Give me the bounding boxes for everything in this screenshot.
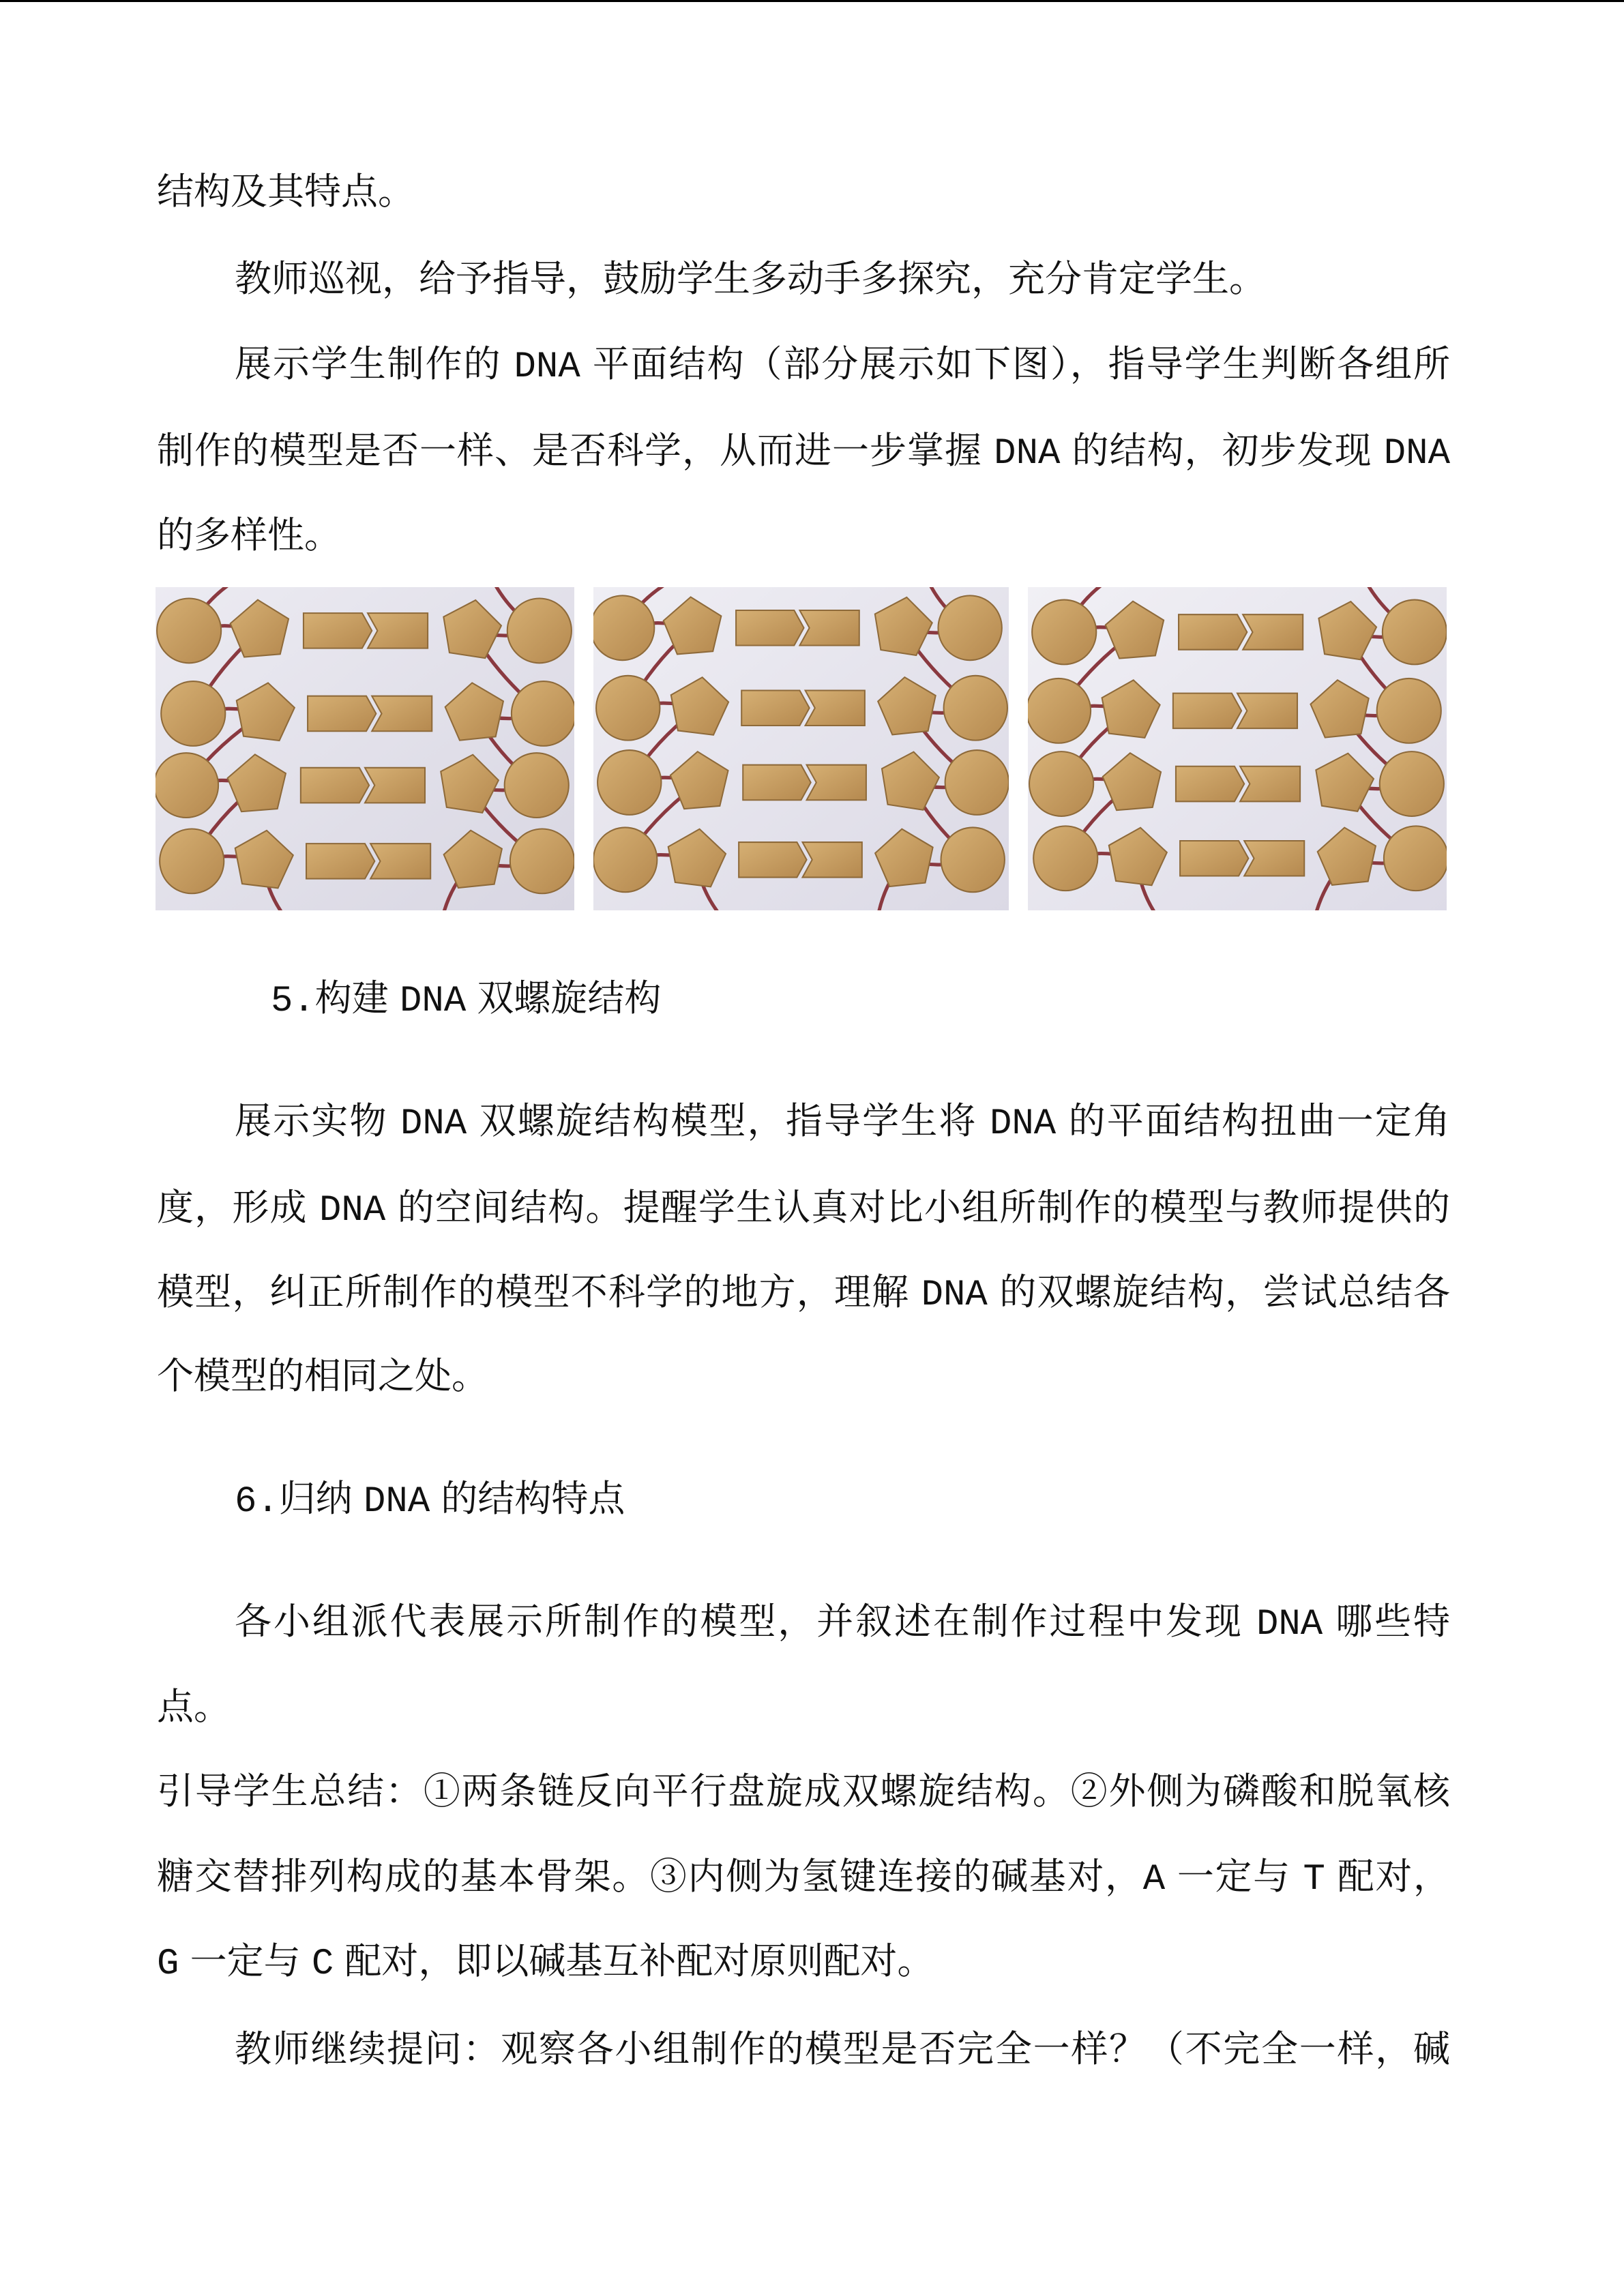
phosphate-circle	[161, 681, 225, 746]
body-text-line: 制作的模型是否一样、是否科学，从而进一步掌握 DNA 的结构，初步发现 DNA	[157, 433, 1450, 475]
base-block	[799, 610, 859, 646]
base-block	[304, 613, 372, 648]
phosphate-circle	[1384, 826, 1447, 891]
phosphate-circle	[1383, 600, 1447, 665]
body-text-line: 引导学生总结：①两条链反向平行盘旋成双螺旋结构。②外侧为磷酸和脱氧核	[157, 1774, 1450, 1815]
phosphate-circle	[505, 753, 569, 818]
base-block	[372, 696, 432, 732]
base-block	[301, 768, 369, 803]
base-block	[743, 765, 810, 801]
body-text-line: 教师巡视，给予指导，鼓励学生多动手多探究，充分肯定学生。	[235, 261, 1266, 303]
body-text-line: 模型，纠正所制作的模型不科学的地方，理解 DNA 的双螺旋结构，尝试总结各	[157, 1274, 1450, 1316]
base-block	[741, 690, 809, 726]
section-heading: 6.归纳 DNA 的结构特点	[235, 1481, 625, 1523]
body-text-line: 展示实物 DNA 双螺旋结构模型，指导学生将 DNA 的平面结构扭曲一定角	[235, 1103, 1450, 1145]
base-block	[1240, 766, 1300, 802]
phosphate-circle	[512, 681, 574, 746]
phosphate-circle	[944, 676, 1007, 741]
base-block	[1173, 694, 1241, 729]
base-block	[739, 842, 806, 878]
base-block	[368, 613, 428, 648]
base-block	[1243, 614, 1303, 650]
body-text-line: 度，形成 DNA 的空间结构。提醒学生认真对比小组所制作的模型与教师提供的	[157, 1190, 1450, 1232]
phosphate-circle	[160, 829, 224, 893]
phosphate-circle	[157, 598, 221, 663]
phosphate-circle	[938, 595, 1001, 660]
phosphate-circle	[593, 827, 657, 892]
body-text-line: G 一定与 C 配对，即以碱基互补配对原则配对。	[157, 1943, 934, 1985]
dna-model-photo	[1028, 587, 1447, 910]
phosphate-circle	[593, 595, 654, 660]
base-block	[803, 842, 862, 878]
base-block	[1237, 694, 1297, 729]
body-text-line: 教师继续提问：观察各小组制作的模型是否完全一样？（不完全一样，碱	[235, 2031, 1450, 2073]
body-text-line: 各小组派代表展示所制作的模型，并叙述在制作过程中发现 DNA 哪些特	[235, 1604, 1450, 1645]
body-text-line: 糖交替排列构成的基本骨架。③内侧为氢键连接的碱基对，A 一定与 T 配对，	[157, 1859, 1450, 1900]
phosphate-circle	[1028, 679, 1091, 743]
base-block	[306, 844, 374, 879]
phosphate-circle	[156, 753, 218, 818]
base-block	[736, 610, 803, 646]
phosphate-circle	[597, 750, 661, 815]
base-block	[308, 696, 376, 732]
dna-model-photo	[593, 587, 1009, 910]
dna-model-photo	[156, 587, 574, 910]
body-text-line: 的多样性。	[157, 518, 341, 559]
base-block	[365, 768, 425, 803]
phosphate-circle	[596, 676, 660, 741]
phosphate-circle	[941, 827, 1005, 892]
phosphate-circle	[945, 750, 1009, 815]
body-text-line: 结构及其特点。	[157, 174, 415, 215]
base-block	[1179, 614, 1247, 650]
page-top-border	[0, 0, 1624, 2]
base-block	[807, 765, 866, 801]
base-block	[1180, 841, 1248, 876]
base-block	[806, 690, 865, 726]
phosphate-circle	[1029, 751, 1093, 816]
phosphate-circle	[510, 829, 574, 893]
dna-model-figure	[0, 587, 1624, 910]
phosphate-circle	[1032, 600, 1096, 665]
phosphate-circle	[1380, 751, 1444, 816]
section-heading: 5.构建 DNA 双螺旋结构	[271, 981, 662, 1022]
base-block	[370, 844, 430, 879]
body-text-line: 展示学生制作的 DNA 平面结构（部分展示如下图），指导学生判断各组所	[235, 346, 1450, 388]
phosphate-circle	[1033, 826, 1097, 891]
base-block	[1176, 766, 1244, 802]
body-text-line: 点。	[157, 1689, 231, 1731]
body-text-line: 个模型的相同之处。	[157, 1358, 488, 1400]
phosphate-circle	[507, 598, 572, 663]
phosphate-circle	[1377, 679, 1441, 743]
base-block	[1244, 841, 1304, 876]
